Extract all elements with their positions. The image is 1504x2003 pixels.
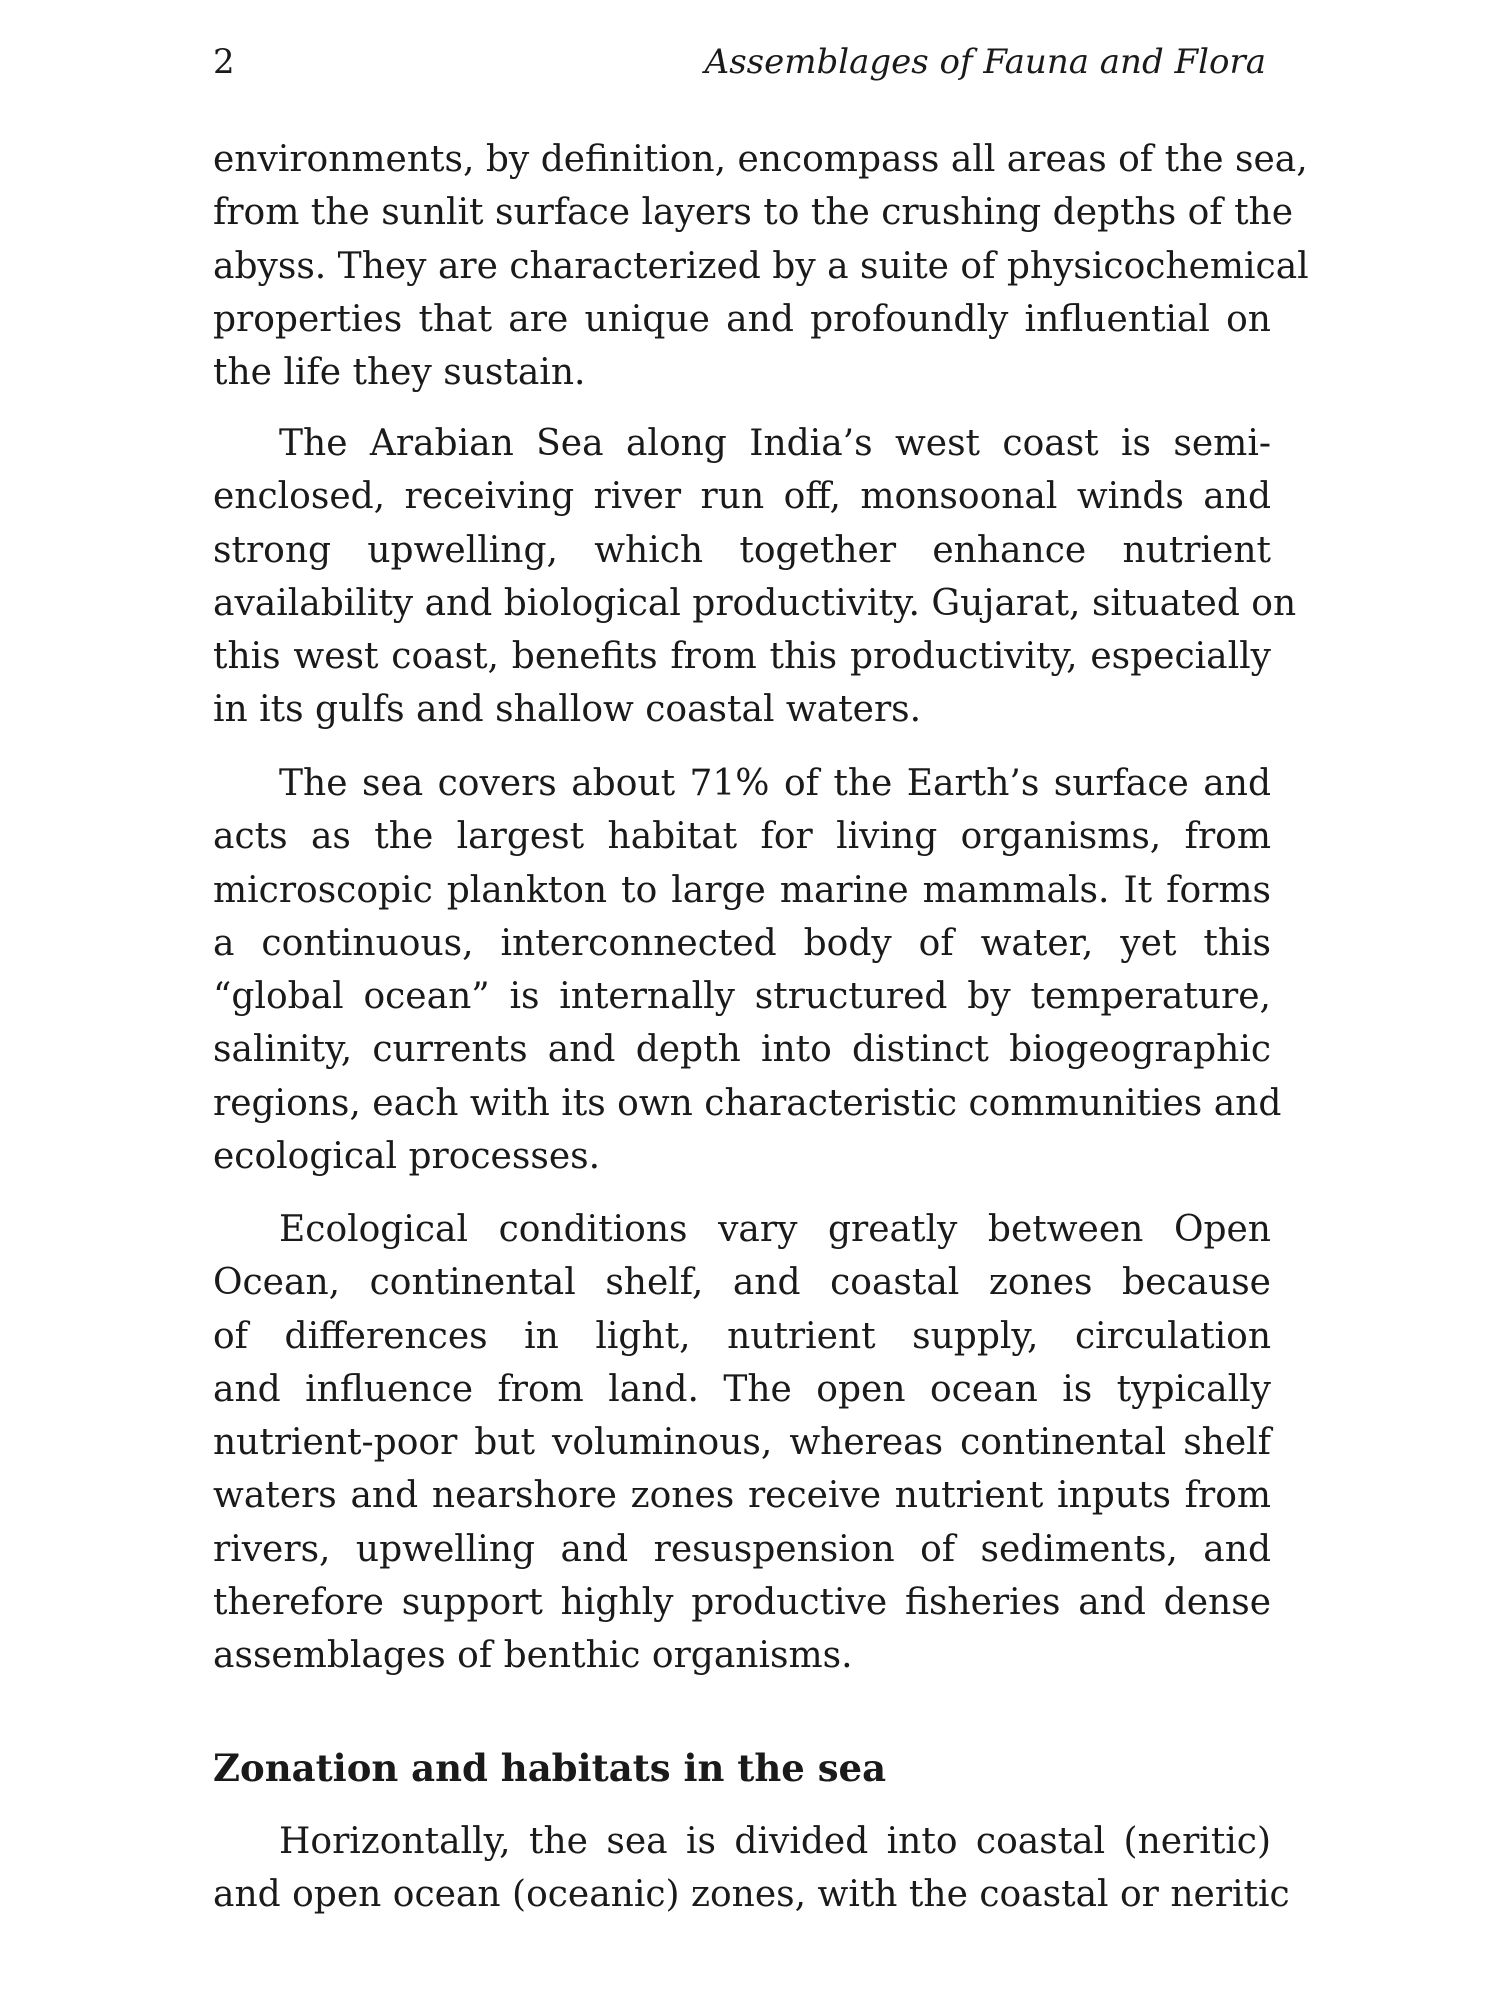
text-line: ecological processes. bbox=[213, 1136, 601, 1178]
text-line: The sea covers about 71% of the Earth’s surface and bbox=[279, 763, 1271, 804]
text-line: regions, each with its own characteristic communities and bbox=[213, 1082, 1282, 1124]
text-line: enclosed, receiving river run off, monsoonal winds and bbox=[213, 476, 1271, 518]
text-line: availability and biological productivity. Gujarat, situated on bbox=[213, 582, 1297, 624]
text-line: assemblages of benthic organisms. bbox=[213, 1635, 853, 1677]
text-line: properties that are unique and profoundly influential on bbox=[213, 298, 1271, 340]
text-line: salinity, currents and depth into distinct biogeographic bbox=[213, 1029, 1271, 1071]
text-line: abyss. They are characterized by a suite of physicochemical bbox=[213, 245, 1309, 287]
text-line: waters and nearshore zones receive nutrient inputs from bbox=[213, 1475, 1271, 1517]
text-line: a continuous, interconnected body of water, yet this bbox=[213, 922, 1271, 964]
paragraph-sea-coverage bbox=[213, 757, 1282, 1183]
text-line: acts as the largest habitat for living organisms, from bbox=[213, 816, 1271, 858]
text-line: in its gulfs and shallow coastal waters. bbox=[213, 689, 922, 731]
text-line: “global ocean” is internally structured by temperature, bbox=[213, 976, 1271, 1018]
paragraph-arabian-sea bbox=[213, 417, 1297, 737]
running-head: Assemblages of Fauna and Flora bbox=[704, 42, 1266, 82]
text-line: and influence from land. The open ocean is typically bbox=[213, 1368, 1271, 1410]
text-line: from the sunlit surface layers to the crushing depths of the bbox=[213, 192, 1294, 234]
text-line: this west coast, benefits from this productivity, especially bbox=[213, 636, 1271, 678]
page-number: 2 bbox=[213, 42, 235, 82]
paragraph-continued bbox=[213, 133, 1309, 399]
text-line: The Arabian Sea along India’s west coast is semi- bbox=[279, 423, 1271, 464]
paragraph-zonation bbox=[213, 1815, 1290, 1922]
paragraph-ecological-conditions bbox=[213, 1203, 1271, 1683]
text-line: strong upwelling, which together enhance nutrient bbox=[213, 529, 1271, 571]
text-line: Horizontally, the sea is divided into coastal (neritic) bbox=[279, 1821, 1271, 1862]
text-line: microscopic plankton to large marine mammals. It forms bbox=[213, 869, 1271, 911]
text-line: of differences in light, nutrient supply, circulation bbox=[213, 1315, 1271, 1357]
section-heading: Zonation and habitats in the sea bbox=[213, 1746, 887, 1790]
text-line: Ecological conditions vary greatly between Open bbox=[279, 1209, 1271, 1250]
text-line: rivers, upwelling and resuspension of sediments, and bbox=[213, 1528, 1271, 1570]
text-line: nutrient-poor but voluminous, whereas continental shelf bbox=[213, 1422, 1271, 1464]
text-line: therefore support highly productive fisheries and dense bbox=[213, 1582, 1271, 1624]
text-line: environments, by definition, encompass all areas of the sea, bbox=[213, 139, 1308, 180]
text-line: and open ocean (oceanic) zones, with the coastal or neritic bbox=[213, 1874, 1290, 1916]
text-line: Ocean, continental shelf, and coastal zones because bbox=[213, 1262, 1271, 1304]
text-line: the life they sustain. bbox=[213, 352, 586, 394]
